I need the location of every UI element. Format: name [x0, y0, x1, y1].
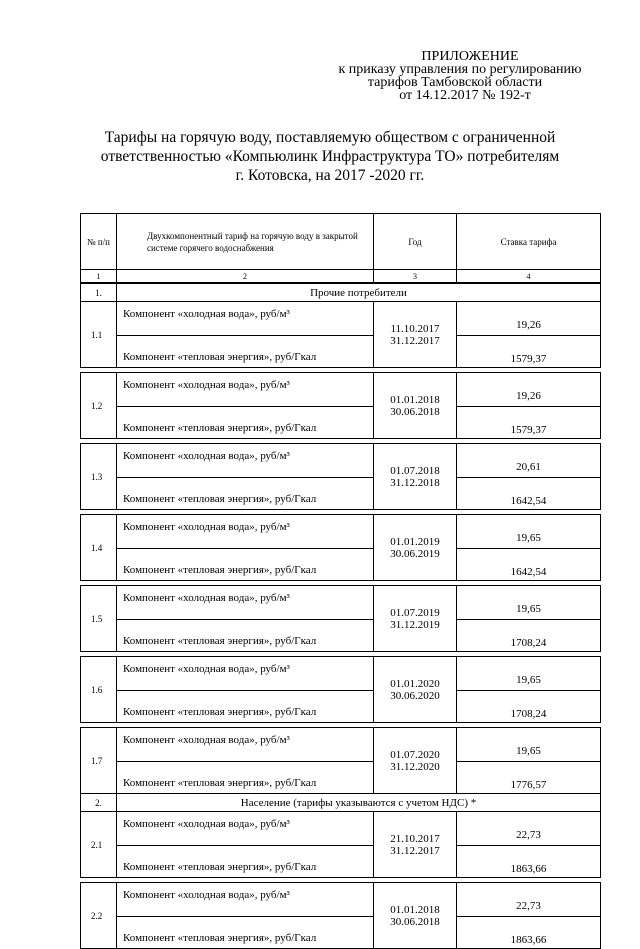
period-cell: [374, 812, 457, 878]
cold-water-component: Компонент «холодная вода», руб/м³: [117, 373, 374, 407]
title-line-1: Тарифы на горячую воду, поставляемую обществом с ограниченной: [104, 129, 556, 146]
table-row: [81, 515, 601, 549]
heat-energy-component: Компонент «тепловая энергия», руб/Гкал: [117, 336, 374, 368]
cold-water-rate: 19,26: [457, 302, 601, 336]
cold-water-component: Компонент «холодная вода», руб/м³: [117, 728, 374, 762]
heat-energy-rate: 1776,57: [457, 762, 601, 794]
annex-date-line: от 14.12.2017 № 192-т: [399, 88, 531, 103]
period-from: 01.01.2020: [390, 677, 440, 690]
section-row: [81, 794, 601, 812]
row-number: 1.3: [81, 444, 117, 510]
cold-water-rate: 22,73: [457, 883, 601, 917]
table-row: [81, 728, 601, 762]
cold-water-component: Компонент «холодная вода», руб/м³: [117, 586, 374, 620]
section-name: Прочие потребители: [117, 283, 601, 302]
cold-water-rate: 19,65: [457, 728, 601, 762]
period-cell: [374, 444, 457, 510]
heat-energy-component: Компонент «тепловая энергия», руб/Гкал: [117, 407, 374, 439]
period-cell: [374, 302, 457, 368]
row-number: 1.1: [81, 302, 117, 368]
heat-energy-rate: 1642,54: [457, 549, 601, 581]
heat-energy-rate: 1642,54: [457, 478, 601, 510]
table-row: [81, 586, 601, 620]
document-title: [60, 128, 600, 185]
header-year: Год: [374, 214, 457, 270]
period-to: 31.12.2018: [390, 476, 440, 489]
heat-energy-rate: 1863,66: [457, 917, 601, 949]
heat-energy-component: Компонент «тепловая энергия», руб/Гкал: [117, 478, 374, 510]
cold-water-component: Компонент «холодная вода», руб/м³: [117, 444, 374, 478]
period-from: 01.07.2018: [390, 464, 440, 477]
heat-energy-rate: 1579,37: [457, 407, 601, 439]
table-row: [81, 917, 601, 949]
table-row: [81, 444, 601, 478]
cold-water-rate: 22,73: [457, 812, 601, 846]
column-number: 1: [81, 270, 117, 284]
table-row: [81, 478, 601, 510]
period-from: 01.01.2018: [390, 903, 440, 916]
column-number-row: [81, 270, 601, 284]
table-row: [81, 883, 601, 917]
row-number: 1.6: [81, 657, 117, 723]
period-cell: [374, 728, 457, 794]
heat-energy-rate: 1708,24: [457, 691, 601, 723]
section-number: 1.: [81, 283, 117, 302]
heat-energy-component: Компонент «тепловая энергия», руб/Гкал: [117, 917, 374, 949]
period-to: 31.12.2017: [390, 334, 440, 347]
period-to: 31.12.2019: [390, 618, 440, 631]
period-to: 30.06.2018: [390, 915, 440, 928]
table-row: [81, 302, 601, 336]
period-cell: [374, 373, 457, 439]
heat-energy-rate: 1579,37: [457, 336, 601, 368]
cold-water-component: Компонент «холодная вода», руб/м³: [117, 657, 374, 691]
cold-water-rate: 20,61: [457, 444, 601, 478]
period-to: 31.12.2017: [390, 844, 440, 857]
period-to: 30.06.2019: [390, 547, 440, 560]
row-number: 1.4: [81, 515, 117, 581]
cold-water-component: Компонент «холодная вода», руб/м³: [117, 883, 374, 917]
cold-water-rate: 19,26: [457, 373, 601, 407]
row-number: 2.1: [81, 812, 117, 878]
annex-authority-line: тарифов Тамбовской области: [367, 75, 543, 90]
title-line-2: ответственностью «Компьюлинк Инфраструктура ТО» потребителям: [100, 148, 560, 165]
annex-header: [320, 50, 620, 102]
period-from: 11.10.2017: [390, 322, 440, 335]
table-row: [81, 657, 601, 691]
table-row: [81, 549, 601, 581]
period-from: 01.07.2019: [390, 606, 440, 619]
row-number: 2.2: [81, 883, 117, 949]
column-number: 4: [457, 270, 601, 284]
row-number: 1.7: [81, 728, 117, 794]
heat-energy-component: Компонент «тепловая энергия», руб/Гкал: [117, 549, 374, 581]
table-header-row: [81, 214, 601, 270]
period-from: 01.07.2020: [390, 748, 440, 761]
table-row: [81, 762, 601, 794]
period-cell: [374, 883, 457, 949]
cold-water-component: Компонент «холодная вода», руб/м³: [117, 302, 374, 336]
cold-water-rate: 19,65: [457, 515, 601, 549]
section-number: 2.: [81, 794, 117, 812]
period-cell: [374, 515, 457, 581]
table-row: [81, 336, 601, 368]
table-row: [81, 373, 601, 407]
period-cell: [374, 657, 457, 723]
period-from: 01.01.2019: [390, 535, 440, 548]
period-from: 01.01.2018: [390, 393, 440, 406]
column-number: 2: [117, 270, 374, 284]
section-row: [81, 283, 601, 302]
tariff-table: [80, 213, 601, 949]
heat-energy-component: Компонент «тепловая энергия», руб/Гкал: [117, 691, 374, 723]
row-number: 1.2: [81, 373, 117, 439]
cold-water-component: Компонент «холодная вода», руб/м³: [117, 515, 374, 549]
heat-energy-rate: 1708,24: [457, 620, 601, 652]
annex-order-line: к приказу управления по регулированию: [338, 62, 582, 77]
table-row: [81, 812, 601, 846]
period-cell: [374, 586, 457, 652]
heat-energy-component: Компонент «тепловая энергия», руб/Гкал: [117, 846, 374, 878]
table-row: [81, 846, 601, 878]
period-from: 21.10.2017: [390, 832, 440, 845]
title-line-3: г. Котовска, на 2017 -2020 гг.: [235, 167, 425, 184]
row-number: 1.5: [81, 586, 117, 652]
annex-title: ПРИЛОЖЕНИЕ: [421, 49, 519, 64]
period-to: 31.12.2020: [390, 760, 440, 773]
header-num: № п/п: [81, 214, 117, 270]
header-description: Двухкомпонентный тариф на горячую воду в закрытой системе горячего водоснабжения: [117, 214, 374, 270]
heat-energy-component: Компонент «тепловая энергия», руб/Гкал: [117, 620, 374, 652]
period-to: 30.06.2018: [390, 405, 440, 418]
table-row: [81, 407, 601, 439]
table-row: [81, 620, 601, 652]
cold-water-rate: 19,65: [457, 586, 601, 620]
cold-water-component: Компонент «холодная вода», руб/м³: [117, 812, 374, 846]
heat-energy-component: Компонент «тепловая энергия», руб/Гкал: [117, 762, 374, 794]
cold-water-rate: 19,65: [457, 657, 601, 691]
column-number: 3: [374, 270, 457, 284]
table-row: [81, 691, 601, 723]
section-name: Население (тарифы указываются с учетом НДС) *: [117, 794, 601, 812]
heat-energy-rate: 1863,66: [457, 846, 601, 878]
header-rate: Ставка тарифа: [457, 214, 601, 270]
period-to: 30.06.2020: [390, 689, 440, 702]
